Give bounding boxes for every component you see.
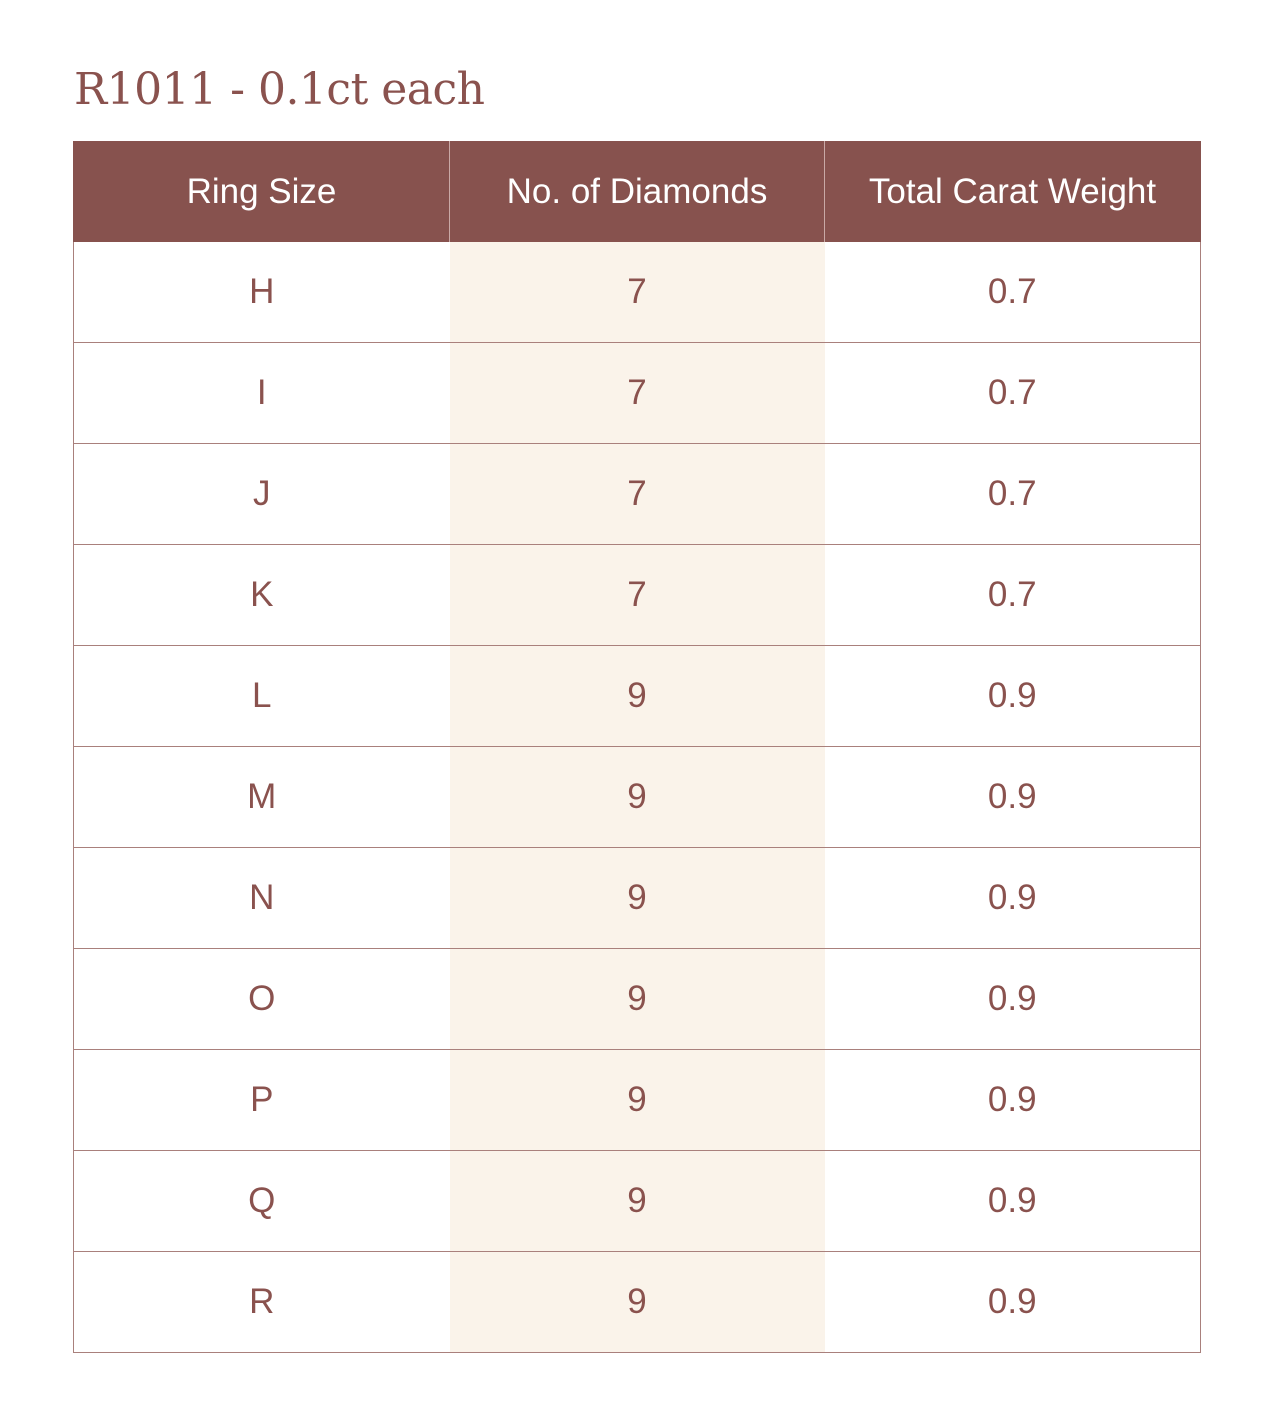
table-row — [74, 545, 1201, 646]
ring-size-cell: N — [74, 848, 450, 949]
diamond-count-cell: 9 — [450, 646, 825, 747]
diamond-count-cell: 7 — [450, 545, 825, 646]
page-title: R1011 - 0.1ct each — [74, 64, 485, 115]
table-row — [74, 646, 1201, 747]
ring-size-cell: L — [74, 646, 450, 747]
diamond-count-cell: 9 — [450, 949, 825, 1050]
carat-weight-cell: 0.9 — [825, 747, 1201, 848]
ring-size-table — [73, 141, 1201, 1353]
table-row — [74, 343, 1201, 444]
diamond-count-cell: 9 — [450, 1252, 825, 1353]
diamond-count-cell: 9 — [450, 1151, 825, 1252]
diamond-count-cell: 7 — [450, 343, 825, 444]
carat-weight-cell: 0.9 — [825, 646, 1201, 747]
carat-weight-cell: 0.7 — [825, 444, 1201, 545]
table-header-row — [74, 141, 1201, 242]
ring-size-cell: I — [74, 343, 450, 444]
table-row — [74, 1151, 1201, 1252]
header-no-of-diamonds: No. of Diamonds — [450, 141, 825, 242]
diamond-count-cell: 9 — [450, 747, 825, 848]
diamond-count-cell: 9 — [450, 1050, 825, 1151]
table-row — [74, 1252, 1201, 1353]
carat-weight-cell: 0.7 — [825, 545, 1201, 646]
carat-weight-cell: 0.9 — [825, 1252, 1201, 1353]
header-ring-size: Ring Size — [74, 141, 450, 242]
table-row — [74, 1050, 1201, 1151]
diamond-count-cell: 7 — [450, 444, 825, 545]
ring-size-cell: Q — [74, 1151, 450, 1252]
ring-size-cell: K — [74, 545, 450, 646]
carat-weight-cell: 0.9 — [825, 1151, 1201, 1252]
table-row — [74, 444, 1201, 545]
carat-weight-cell: 0.7 — [825, 242, 1201, 343]
table-row — [74, 949, 1201, 1050]
table-row — [74, 848, 1201, 949]
diamond-count-cell: 7 — [450, 242, 825, 343]
carat-weight-cell: 0.9 — [825, 1050, 1201, 1151]
ring-size-cell: J — [74, 444, 450, 545]
ring-size-cell: P — [74, 1050, 450, 1151]
carat-weight-cell: 0.9 — [825, 848, 1201, 949]
table-row — [74, 747, 1201, 848]
ring-size-cell: H — [74, 242, 450, 343]
ring-size-cell: R — [74, 1252, 450, 1353]
header-total-carat-weight: Total Carat Weight — [825, 141, 1201, 242]
table-row — [74, 242, 1201, 343]
diamond-count-cell: 9 — [450, 848, 825, 949]
carat-weight-cell: 0.9 — [825, 949, 1201, 1050]
ring-size-cell: M — [74, 747, 450, 848]
carat-weight-cell: 0.7 — [825, 343, 1201, 444]
ring-size-cell: O — [74, 949, 450, 1050]
